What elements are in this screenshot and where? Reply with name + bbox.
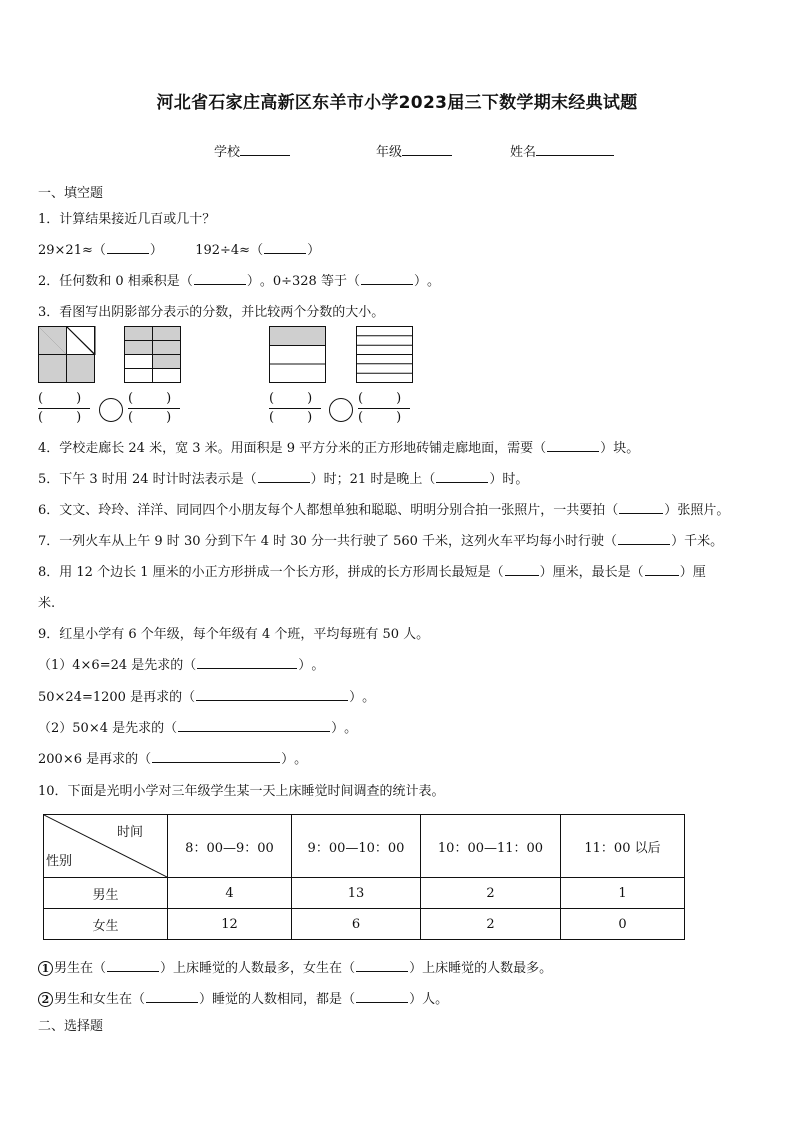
q9-1b-text: 50×24=1200 是再求的 xyxy=(38,690,183,705)
grade-label: 年级 xyxy=(376,145,403,160)
q6-answer[interactable]: （ ） xyxy=(605,503,678,518)
q1-expr-a: 29×21≈ xyxy=(38,243,93,258)
q2-text-a: 2．任何数和 0 相乘积是 xyxy=(38,274,180,289)
fraction-blank-4[interactable]: ( ) ( ) xyxy=(358,390,410,427)
q4-text-b: 块。 xyxy=(613,441,640,456)
table-cell: 6 xyxy=(292,909,421,940)
q4-answer[interactable]: （ ） xyxy=(533,441,614,456)
fraction-blank-3[interactable]: ( ) ( ) xyxy=(269,390,321,427)
corner-time-label: 时间 xyxy=(116,825,143,840)
q8-text-b: 厘米，最长是 xyxy=(552,565,631,580)
q5-text-b: 时；21 时是晚上 xyxy=(323,472,423,487)
q9-1b-answer[interactable]: （ ） xyxy=(182,690,363,705)
circled-number-2: 2 xyxy=(38,992,53,1007)
q9-2b-text: 200×6 是再求的 xyxy=(38,752,139,767)
column-header: 9：00—10：00 xyxy=(292,815,421,878)
q10-2-answer-a[interactable]: （ ） xyxy=(132,992,213,1007)
compare-circle-1[interactable] xyxy=(99,398,123,422)
q9-1a-dot: 。 xyxy=(311,658,325,673)
question-6 xyxy=(38,499,729,518)
fraction-figure-4 xyxy=(356,326,414,383)
section-multiple-choice: 二、选择题 xyxy=(38,1019,104,1034)
question-2 xyxy=(38,270,440,289)
q2-answer-b[interactable]: （ ） xyxy=(346,274,427,289)
row-label: 男生 xyxy=(44,878,168,909)
q8-answer-b[interactable]: （ ） xyxy=(630,565,693,580)
sleep-time-table xyxy=(43,814,685,940)
fraction-figure-2 xyxy=(124,326,182,383)
column-header: 10：00—11：00 xyxy=(421,815,561,878)
q9-2b-dot: 。 xyxy=(294,752,308,767)
fraction-figure-1 xyxy=(38,326,96,383)
q5-answer-a[interactable]: （ ） xyxy=(243,472,324,487)
grade-blank[interactable] xyxy=(402,142,452,156)
question-5 xyxy=(38,468,528,487)
q8-text-a: 8．用 12 个边长 1 厘米的小正方形拼成一个长方形，拼成的长方形周长最短是 xyxy=(38,565,491,580)
question-1: 1．计算结果接近几百或几十？ xyxy=(38,212,216,227)
table-row xyxy=(44,878,685,909)
q10-2-text-a: 男生和女生在 xyxy=(54,992,133,1007)
table-cell: 4 xyxy=(168,878,292,909)
name-field xyxy=(510,141,614,160)
table-cell: 12 xyxy=(168,909,292,940)
q10-2-text-b: 睡觉的人数相同，都是 xyxy=(212,992,343,1007)
q9-2a-dot: 。 xyxy=(344,721,358,736)
fraction-figure-3 xyxy=(269,326,327,383)
q1-answer-b[interactable]: （ ） xyxy=(250,243,321,258)
fraction-blank-1[interactable]: ( ) ( ) xyxy=(38,390,90,427)
fraction-blank-2[interactable]: ( ) ( ) xyxy=(128,390,180,427)
q2-text-c: 。 xyxy=(426,274,440,289)
q7-answer[interactable]: （ ） xyxy=(604,534,685,549)
table-corner-cell xyxy=(44,815,168,878)
question-8-continued: 米. xyxy=(38,596,56,611)
school-label: 学校 xyxy=(214,145,241,160)
column-header: 11：00 以后 xyxy=(561,815,685,878)
school-field xyxy=(214,141,290,160)
table-cell: 0 xyxy=(561,909,685,940)
question-7 xyxy=(38,530,723,549)
q10-1-text-a: 男生在 xyxy=(54,961,94,976)
school-blank[interactable] xyxy=(240,142,290,156)
q4-text-a: 4．学校走廊长 24 米，宽 3 米。用面积是 9 平方分米的正方形地砖铺走廊地面，需要 xyxy=(38,441,534,456)
q1-answer-a[interactable]: （ ） xyxy=(92,243,163,258)
q10-1-answer-a[interactable]: （ ） xyxy=(93,961,174,976)
q6-text-b: 张照片。 xyxy=(677,503,730,518)
q10-2-answer-b[interactable]: （ ） xyxy=(342,992,423,1007)
q8-text-c: 厘 xyxy=(692,565,706,580)
q9-2b-answer[interactable]: （ ） xyxy=(138,752,295,767)
question-9-2b xyxy=(38,748,307,767)
q8-answer-a[interactable]: （ ） xyxy=(490,565,553,580)
table-cell: 13 xyxy=(292,878,421,909)
q10-1-text-b: 上床睡觉的人数最多，女生在 xyxy=(173,961,343,976)
q2-text-b: 。0÷328 等于 xyxy=(259,274,347,289)
q2-answer-a[interactable]: （ ） xyxy=(179,274,260,289)
question-9-1a xyxy=(38,654,324,673)
section-fill-blank: 一、填空题 xyxy=(38,186,104,201)
grade-field xyxy=(376,141,452,160)
question-9: 9．红星小学有 6 个年级，每个年级有 4 个班，平均每班有 50 人。 xyxy=(38,627,430,642)
q10-1-answer-b[interactable]: （ ） xyxy=(342,961,423,976)
name-blank[interactable] xyxy=(536,142,614,156)
q9-1b-dot: 。 xyxy=(362,690,376,705)
q5-answer-b[interactable]: （ ） xyxy=(422,472,503,487)
question-10-1 xyxy=(38,957,552,976)
q9-2a-answer[interactable]: （ ） xyxy=(164,721,345,736)
question-10: 10．下面是光明小学对三年级学生某一天上床睡觉时间调查的统计表。 xyxy=(38,784,445,799)
page-title: 河北省石家庄高新区东羊市小学2023届三下数学期末经典试题 xyxy=(156,93,638,113)
table-cell: 1 xyxy=(561,878,685,909)
question-3: 3．看图写出阴影部分表示的分数，并比较两个分数的大小。 xyxy=(38,305,385,320)
q10-2-text-c: 人。 xyxy=(422,992,449,1007)
q5-text-a: 5．下午 3 时用 24 时计时法表示是 xyxy=(38,472,244,487)
q9-2a-text: （2）50×4 是先求的 xyxy=(38,721,165,736)
table-cell: 2 xyxy=(421,878,561,909)
q6-text-a: 6．文文、玲玲、洋洋、同同四个小朋友每个人都想单独和聪聪、明明分别合拍一张照片，一共要拍 xyxy=(38,503,606,518)
compare-circle-2[interactable] xyxy=(329,398,353,422)
row-label: 女生 xyxy=(44,909,168,940)
question-10-2 xyxy=(38,988,448,1007)
q9-1a-answer[interactable]: （ ） xyxy=(183,658,312,673)
column-header: 8：00—9：00 xyxy=(168,815,292,878)
question-9-2a xyxy=(38,717,357,736)
q1-expr-b: 192÷4≈ xyxy=(195,243,251,258)
corner-gender-label: 性别 xyxy=(46,854,73,869)
table-row xyxy=(44,909,685,940)
table-cell: 2 xyxy=(421,909,561,940)
name-label: 姓名 xyxy=(510,145,537,160)
q10-1-text-c: 上床睡觉的人数最多。 xyxy=(422,961,553,976)
q9-1a-text: （1）4×6=24 是先求的 xyxy=(38,658,184,673)
q5-text-c: 时。 xyxy=(502,472,529,487)
question-8 xyxy=(38,561,706,580)
question-9-1b xyxy=(38,686,375,705)
circled-number-1: 1 xyxy=(38,961,53,976)
question-4 xyxy=(38,437,639,456)
q7-text-b: 千米。 xyxy=(684,534,724,549)
q7-text-a: 7．一列火车从上午 9 时 30 分到下午 4 时 30 分一共行驶了 560 千米，这列火车平均每小时行驶 xyxy=(38,534,605,549)
question-1-items xyxy=(38,239,320,258)
